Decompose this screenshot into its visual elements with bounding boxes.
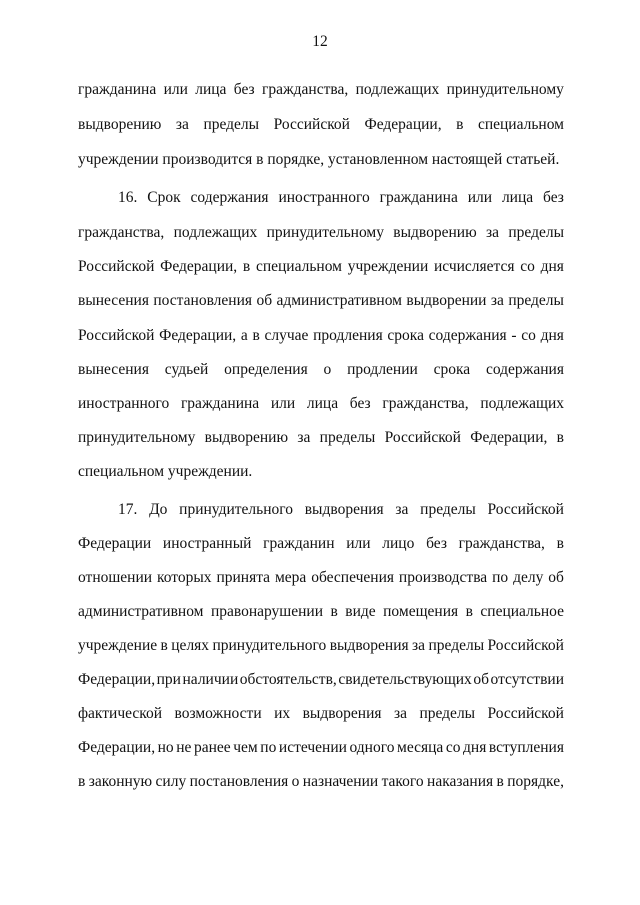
- word: такого: [381, 773, 424, 790]
- word: содержания: [190, 189, 269, 206]
- word: Федерации: [78, 535, 152, 552]
- word: или: [467, 189, 493, 206]
- word: пределы: [420, 501, 476, 518]
- text-line: специальном учреждении.: [78, 463, 253, 480]
- word: Российской: [384, 429, 461, 446]
- word: вступления: [488, 739, 564, 756]
- word: содержания: [428, 327, 507, 344]
- word: без: [349, 395, 371, 412]
- word: пределы: [428, 637, 485, 654]
- word: порядке,: [507, 773, 564, 790]
- paragraph-17-start: [118, 500, 564, 520]
- word: -: [511, 327, 517, 344]
- word: за: [297, 429, 311, 446]
- text-line: [78, 360, 564, 380]
- word: срока: [387, 327, 424, 344]
- word: судьей: [164, 361, 209, 378]
- word: дня: [540, 258, 564, 275]
- word: а: [240, 327, 248, 344]
- word: в: [496, 773, 504, 790]
- text-line: [78, 568, 564, 588]
- word: мера: [274, 569, 307, 586]
- word: срока: [433, 361, 471, 378]
- word: лица: [306, 395, 339, 412]
- text-line: [78, 738, 564, 758]
- word: помещения: [383, 603, 459, 620]
- word: не: [176, 739, 192, 756]
- word: без: [426, 535, 447, 552]
- word: за: [486, 224, 500, 241]
- word: выдворения: [329, 637, 409, 654]
- word: Федерации,: [470, 429, 548, 446]
- word: пределы: [508, 292, 564, 309]
- word: возможности: [174, 705, 262, 722]
- word: в: [330, 603, 338, 620]
- word: обстоятельств,: [239, 671, 337, 688]
- word: Российской: [273, 116, 350, 133]
- text-line: учреждении производится в порядке, установленном настоящей статьей.: [78, 151, 560, 168]
- word: со: [445, 739, 461, 756]
- word: постановления: [153, 292, 253, 309]
- word: гражданства,: [458, 535, 545, 552]
- word: за: [175, 116, 189, 133]
- word: в: [556, 535, 564, 552]
- text-line: [78, 115, 564, 135]
- word: без: [233, 81, 255, 98]
- word: принудительному: [78, 429, 196, 446]
- word: принудительному: [446, 81, 564, 98]
- word: в: [78, 773, 86, 790]
- text-line: [78, 636, 564, 656]
- word: без: [543, 189, 564, 206]
- word: по: [260, 739, 277, 756]
- word: производства: [398, 569, 488, 586]
- word: пределы: [203, 116, 260, 133]
- word: гражданина: [180, 395, 260, 412]
- text-line: [78, 602, 564, 622]
- word: продления: [313, 327, 383, 344]
- word: дня: [463, 739, 487, 756]
- word: Российской: [78, 258, 155, 275]
- word: гражданина: [379, 189, 458, 206]
- word: со: [520, 258, 535, 275]
- word: учреждении: [347, 258, 429, 275]
- word: иностранного: [278, 189, 370, 206]
- word: исчисляется: [433, 258, 515, 275]
- word: за: [395, 501, 409, 518]
- word: обеспечения: [311, 569, 394, 586]
- word: при: [156, 671, 181, 688]
- word: которых: [157, 569, 212, 586]
- word: принудительному: [266, 224, 384, 241]
- text-line: [78, 223, 564, 243]
- word: свидетельствующих: [338, 671, 472, 688]
- word: об: [256, 292, 273, 309]
- text-line: [78, 704, 564, 724]
- word: специальное: [480, 603, 564, 620]
- text-line: [78, 326, 564, 346]
- word: продлении: [347, 361, 418, 378]
- word: назначении: [302, 773, 379, 790]
- word: До: [149, 501, 168, 518]
- word: Российской: [78, 327, 155, 344]
- word: учреждение: [78, 637, 158, 654]
- word: гражданства,: [261, 81, 349, 98]
- word: административном: [78, 603, 204, 620]
- word: наказания: [427, 773, 494, 790]
- word: иностранный: [162, 535, 252, 552]
- word: целях: [171, 637, 210, 654]
- word: делу: [513, 569, 544, 586]
- word: в: [556, 429, 564, 446]
- word: Федерации,: [364, 116, 442, 133]
- word: принудительного: [179, 501, 293, 518]
- word: пределы: [319, 429, 376, 446]
- text-line: [78, 394, 564, 414]
- word: принудительного: [212, 637, 327, 654]
- word: правонарушении: [210, 603, 324, 620]
- word: или: [163, 81, 188, 98]
- word: гражданства,: [78, 224, 165, 241]
- word: выдворения: [304, 501, 384, 518]
- word: принята: [216, 569, 271, 586]
- word: но: [157, 739, 174, 756]
- page-number: 12: [312, 33, 328, 50]
- word: в: [456, 116, 464, 133]
- text-line: [78, 257, 564, 277]
- word: 16.: [118, 189, 138, 206]
- word: об: [473, 671, 489, 688]
- word: подлежащих: [355, 81, 440, 98]
- word: об: [548, 569, 564, 586]
- word: выдворению: [204, 429, 289, 446]
- word: отношении: [78, 569, 153, 586]
- word: гражданства,: [382, 395, 469, 412]
- word: Федерации,: [78, 739, 156, 756]
- word: постановления: [189, 773, 289, 790]
- word: за: [490, 292, 504, 309]
- word: подлежащих: [173, 224, 258, 241]
- word: гражданина: [78, 81, 157, 98]
- word: специальном: [255, 258, 342, 275]
- word: выдворению: [393, 224, 477, 241]
- word: в: [465, 603, 473, 620]
- word: о: [291, 773, 300, 790]
- word: пределы: [419, 705, 476, 722]
- word: Федерации,: [159, 327, 237, 344]
- word: законную: [88, 773, 153, 790]
- word: выдворения: [302, 705, 382, 722]
- word: истечении: [278, 739, 347, 756]
- word: Срок: [147, 189, 181, 206]
- word: Федерации,: [78, 671, 156, 688]
- word: вынесения: [78, 361, 149, 378]
- word: Федерации,: [160, 258, 238, 275]
- text-line: [78, 80, 564, 100]
- word: в: [252, 327, 260, 344]
- word: Российской: [487, 705, 564, 722]
- word: за: [412, 637, 426, 654]
- word: виде: [345, 603, 376, 620]
- word: одного: [349, 739, 395, 756]
- word: определения: [224, 361, 308, 378]
- word: выдворению: [78, 116, 162, 133]
- word: лицо: [382, 535, 415, 552]
- word: пределы: [508, 224, 564, 241]
- text-line: [78, 534, 564, 554]
- word: гражданин: [263, 535, 335, 552]
- word: силу: [155, 773, 187, 790]
- word: ранее: [194, 739, 231, 756]
- word: 17.: [118, 501, 138, 518]
- word: содержания: [485, 361, 564, 378]
- word: Российской: [487, 501, 564, 518]
- word: их: [274, 705, 291, 722]
- word: лица: [195, 81, 227, 98]
- word: специальном: [477, 116, 564, 133]
- word: или: [270, 395, 296, 412]
- word: со: [521, 327, 536, 344]
- word: выдворении: [406, 292, 487, 309]
- word: наличии: [182, 671, 239, 688]
- word: о: [323, 361, 332, 378]
- word: чем: [233, 739, 258, 756]
- word: отсутствии: [490, 671, 564, 688]
- word: подлежащих: [480, 395, 564, 412]
- text-line: [78, 772, 564, 792]
- paragraph-16-start: [118, 188, 564, 208]
- word: административном: [276, 292, 402, 309]
- word: вынесения: [78, 292, 149, 309]
- word: фактической: [78, 705, 163, 722]
- word: иностранного: [78, 395, 170, 412]
- word: за: [393, 705, 407, 722]
- word: месяца: [397, 739, 444, 756]
- word: Российской: [487, 637, 564, 654]
- text-line: [78, 291, 564, 311]
- text-line: [78, 670, 564, 690]
- word: или: [346, 535, 371, 552]
- word: лица: [501, 189, 534, 206]
- text-line: [78, 428, 564, 448]
- word: в: [160, 637, 168, 654]
- word: в: [242, 258, 251, 275]
- word: по: [492, 569, 509, 586]
- word: дня: [540, 327, 564, 344]
- word: случае: [264, 327, 309, 344]
